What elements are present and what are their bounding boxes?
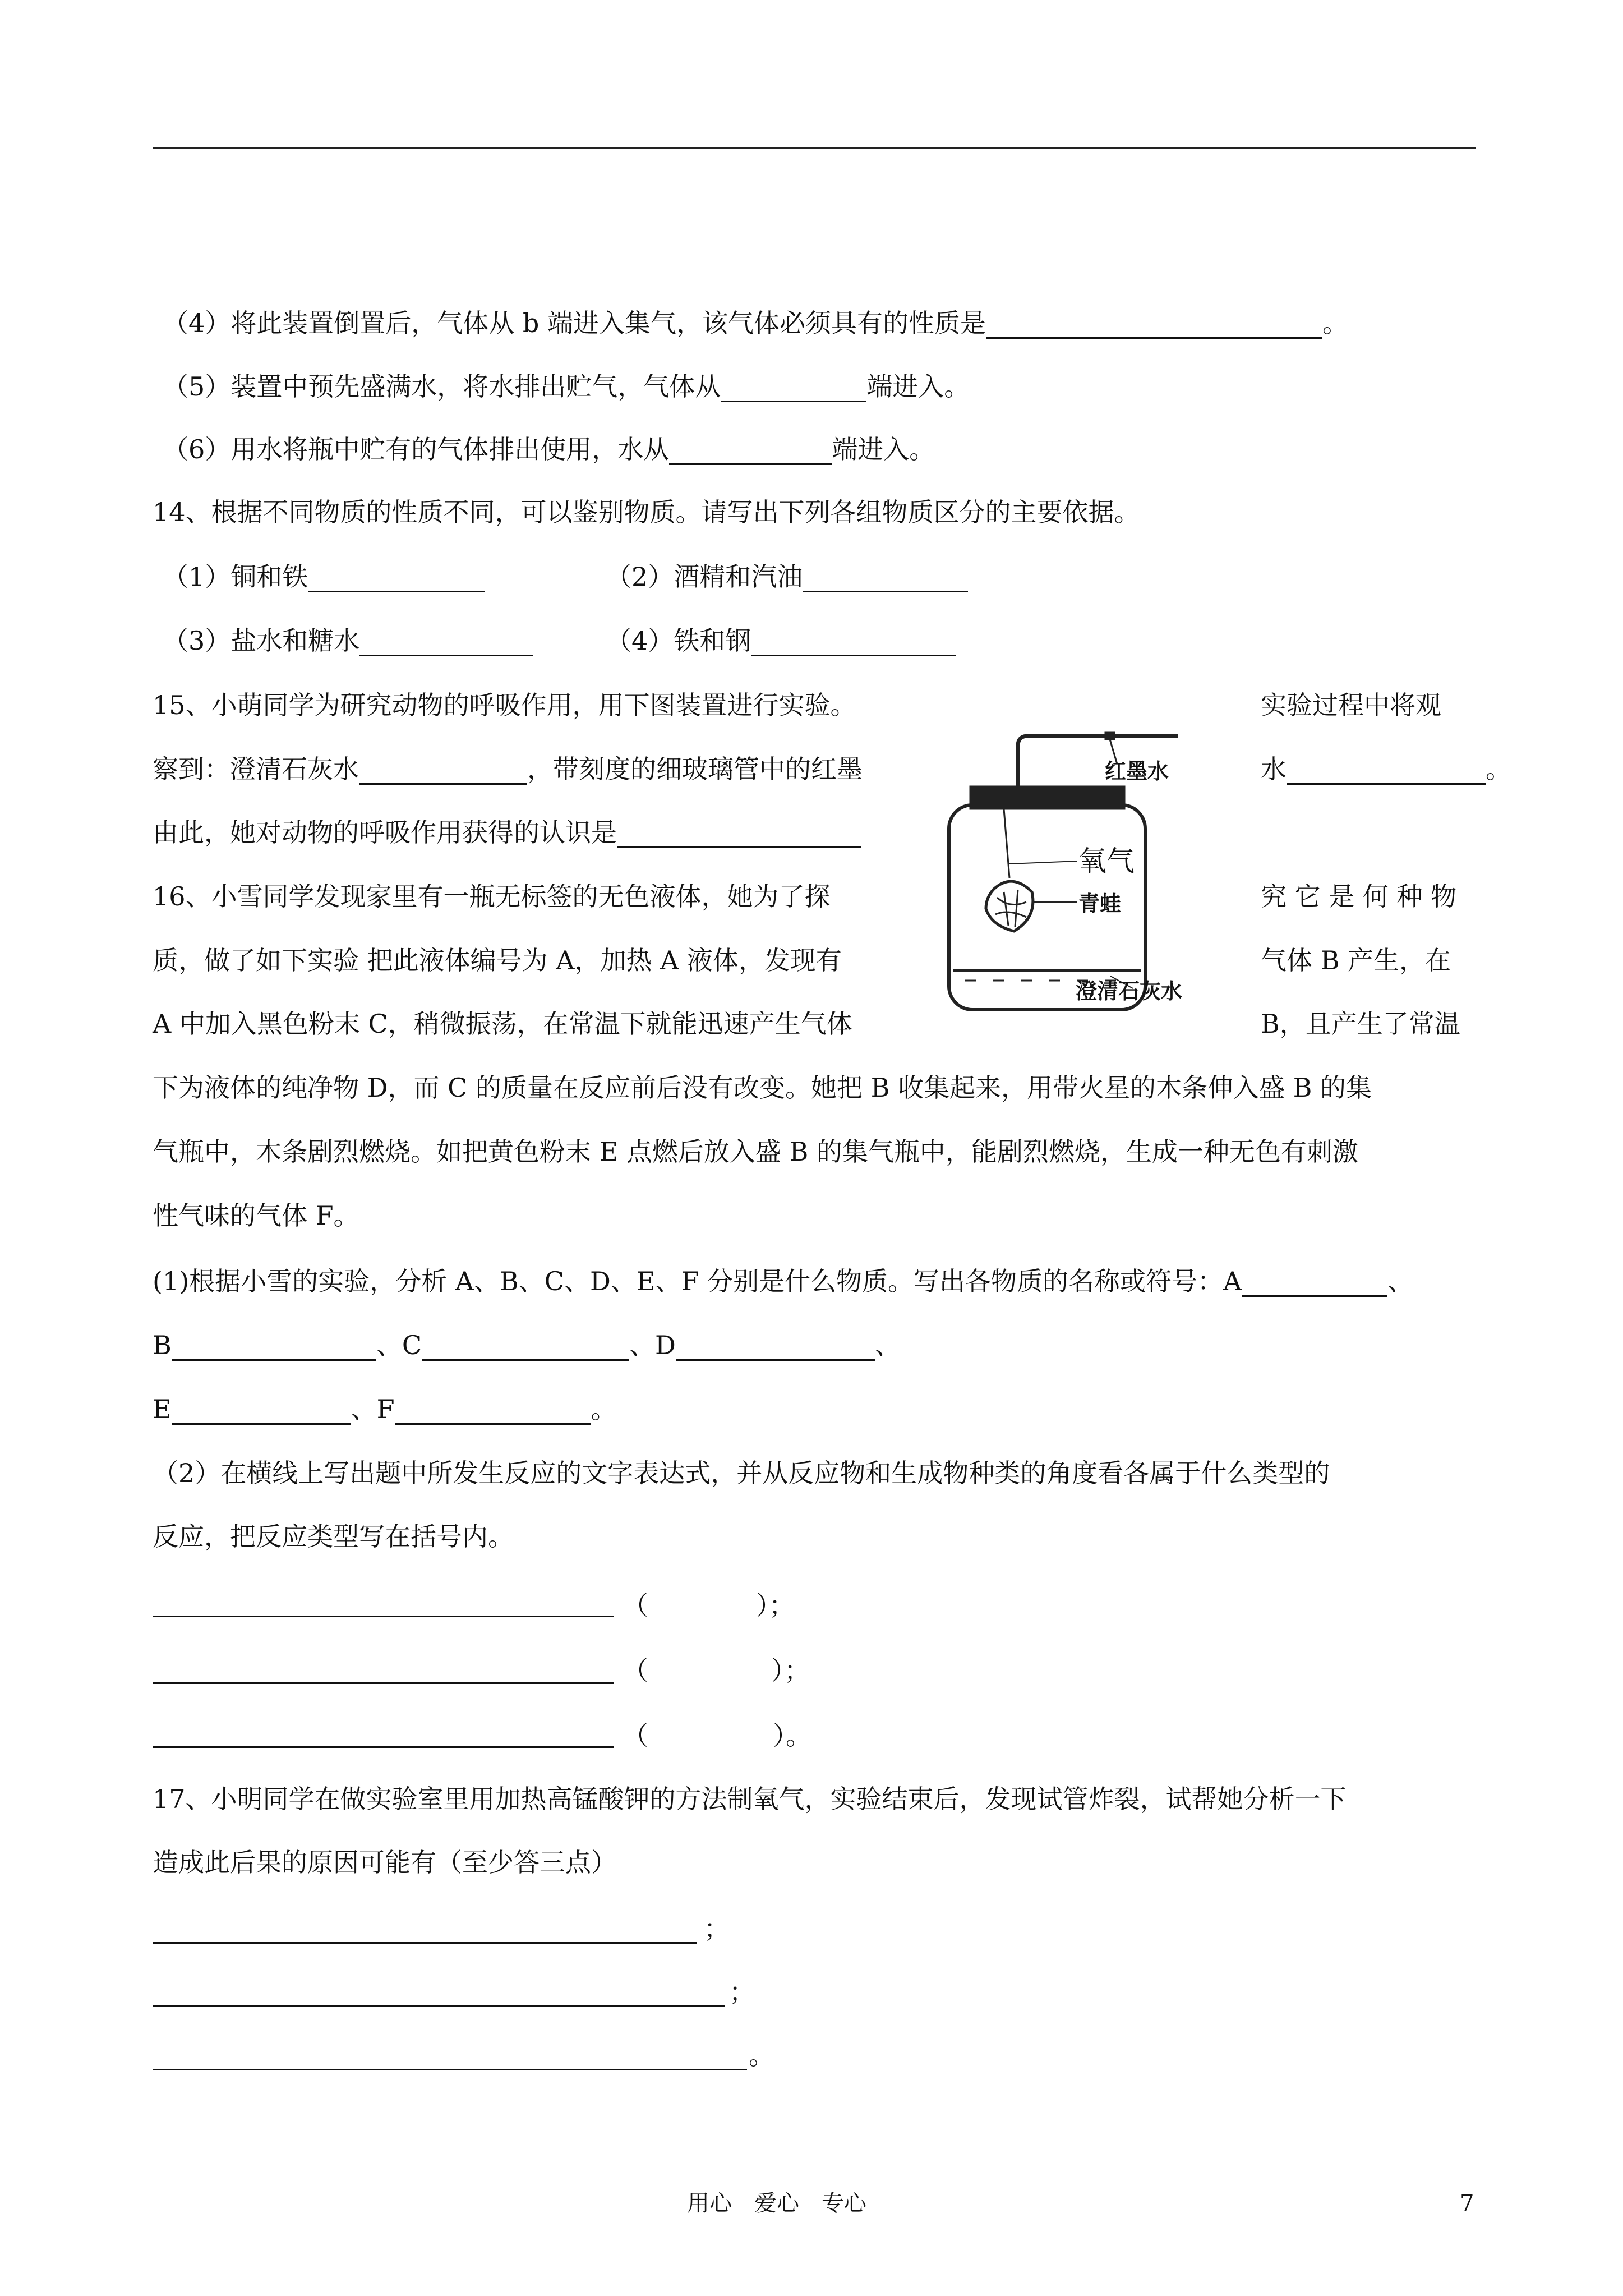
q16-line-2-left-text: 质，做了如下实验 把此液体编号为 A，加热 A 液体，发现有 bbox=[153, 945, 842, 976]
q16-part-1-end: 、 bbox=[1387, 1266, 1414, 1296]
q14-item-3-text: （3）盐水和糖水 bbox=[163, 625, 360, 656]
label-end: 。 bbox=[591, 1394, 617, 1424]
label-limewater: 澄清石灰水 bbox=[1076, 980, 1183, 1004]
q16-line-1-left-text: 16、小雪同学发现家里有一瓶无标签的无色液体，她为了探 bbox=[153, 881, 831, 912]
q13-line-5 bbox=[163, 371, 970, 402]
answer-line-3-end: 。 bbox=[749, 2040, 774, 2070]
answer-line-1-end: ； bbox=[704, 1913, 730, 1944]
q13-line-4-end: 。 bbox=[1322, 308, 1348, 338]
footer-motto: 用心 爱心 专心 bbox=[687, 2191, 866, 2216]
label-frog: 青蛙 bbox=[1078, 892, 1122, 916]
q16-line-4-text: 下为液体的纯净物 D，而 C 的质量在反应前后没有改变。她把 B 收集起来，用带火星的木条伸入盛 B 的集 bbox=[153, 1073, 1372, 1103]
label-b: B bbox=[153, 1330, 172, 1360]
q13-line-5-text: （5）装置中预先盛满水，将水排出贮气，气体从 bbox=[163, 371, 721, 402]
q16-line-5 bbox=[153, 1136, 1358, 1167]
answer-line-2[interactable] bbox=[153, 2005, 725, 2007]
q16-part-2-line-1 bbox=[153, 1457, 1330, 1489]
header-rule bbox=[153, 147, 1476, 149]
q16-line-3-right bbox=[1261, 1008, 1460, 1039]
oxygen-leader-line bbox=[1009, 861, 1077, 864]
q16-line-6 bbox=[153, 1200, 359, 1231]
reaction-blank-3[interactable] bbox=[153, 1746, 614, 1748]
answer-blank[interactable] bbox=[751, 627, 956, 656]
q16-part-1 bbox=[153, 1266, 1413, 1297]
frog-net bbox=[986, 881, 1033, 931]
paren-open-2: （ bbox=[623, 1655, 648, 1686]
q16-line-2-right bbox=[1261, 945, 1451, 976]
q16-part-1-ef bbox=[153, 1393, 617, 1425]
q14-item-3 bbox=[163, 625, 533, 656]
q13-line-5-end: 端进入。 bbox=[866, 371, 970, 402]
frog-string bbox=[1004, 809, 1009, 878]
answer-blank-f[interactable] bbox=[395, 1395, 591, 1425]
q13-line-6-text: （6）用水将瓶中贮有的气体排出使用，水从 bbox=[163, 434, 670, 464]
bottle-stopper bbox=[970, 786, 1124, 809]
paren-close-1: ）； bbox=[756, 1590, 795, 1621]
q15-line-2-c: 水 bbox=[1261, 754, 1287, 784]
answer-blank[interactable] bbox=[803, 563, 968, 592]
paren-close-2: ）； bbox=[771, 1655, 810, 1686]
q16-line-2-left bbox=[153, 945, 842, 976]
q15-line-1-right-text: 实验过程中将观 bbox=[1261, 690, 1441, 720]
q15-line-1-left-text: 15、小萌同学为研究动物的呼吸作用，用下图装置进行实验。 bbox=[153, 690, 856, 720]
q16-part-1-text: (1)根据小雪的实验，分析 A、B、C、D、E、F 分别是什么物质。写出各物质的名称或符号：A bbox=[153, 1266, 1242, 1296]
q16-line-6-text: 性气味的气体 F。 bbox=[153, 1200, 359, 1231]
q14-item-4-text: （4）铁和钢 bbox=[606, 625, 751, 656]
label-c: 、C bbox=[376, 1330, 422, 1360]
paren-open-3: （ bbox=[623, 1720, 648, 1751]
answer-blank[interactable] bbox=[1287, 755, 1486, 785]
q16-part-2-line-2-text: 反应，把反应类型写在括号内。 bbox=[153, 1521, 514, 1552]
q13-line-6 bbox=[163, 434, 935, 465]
q14-item-1-text: （1）铜和铁 bbox=[163, 562, 308, 592]
reaction-blank-2[interactable] bbox=[153, 1682, 614, 1684]
q14-item-2-text: （2）酒精和汽油 bbox=[606, 562, 803, 592]
q14-stem bbox=[153, 496, 1140, 528]
q16-part-2-line-2 bbox=[153, 1521, 514, 1552]
q13-line-6-end: 端进入。 bbox=[832, 434, 935, 464]
q16-line-3-left bbox=[153, 1008, 852, 1039]
q14-item-4 bbox=[606, 625, 956, 656]
answer-blank[interactable] bbox=[359, 627, 533, 656]
q16-part-1-bcd bbox=[153, 1329, 901, 1361]
q16-line-1-right bbox=[1261, 881, 1456, 912]
reaction-blank-1[interactable] bbox=[153, 1616, 614, 1617]
label-e: E bbox=[153, 1394, 172, 1424]
paren-close-3: ）。 bbox=[773, 1720, 811, 1751]
label-f: 、F bbox=[351, 1394, 395, 1424]
q15-line-2-right bbox=[1261, 753, 1511, 785]
q17-line-1 bbox=[153, 1783, 1347, 1815]
q16-line-5-text: 气瓶中，木条剧烈燃烧。如把黄色粉末 E 点燃后放入盛 B 的集气瓶中，能剧烈燃烧，生成一种无色有刺激 bbox=[153, 1137, 1358, 1167]
answer-blank[interactable] bbox=[986, 309, 1322, 339]
answer-blank-b[interactable] bbox=[172, 1331, 376, 1361]
answer-line-1[interactable] bbox=[153, 1942, 697, 1944]
q17-line-1-text: 17、小明同学在做实验室里用加热高锰酸钾的方法制氧气，实验结束后，发现试管炸裂，试帮她分析一下 bbox=[153, 1784, 1347, 1814]
q15-line-2-a: 察到：澄清石灰水 bbox=[153, 754, 359, 784]
answer-blank-c[interactable] bbox=[422, 1331, 629, 1361]
q17-line-2 bbox=[153, 1847, 617, 1878]
paren-open-1: （ bbox=[623, 1590, 648, 1621]
page-number: 7 bbox=[1460, 2191, 1474, 2216]
q14-item-1 bbox=[163, 561, 485, 592]
q16-line-1-left bbox=[153, 881, 831, 912]
answer-blank-a[interactable] bbox=[1242, 1267, 1387, 1297]
label-oxygen: 氧气 bbox=[1078, 845, 1135, 877]
q15-line-1-left bbox=[153, 689, 856, 721]
q16-line-4 bbox=[153, 1072, 1372, 1103]
label-red-ink: 红墨水 bbox=[1105, 760, 1169, 784]
q14-item-2 bbox=[606, 561, 968, 592]
q16-line-2-right-text: 气体 B 产生，在 bbox=[1261, 945, 1451, 976]
ink-drop bbox=[1105, 732, 1115, 740]
q16-line-1-right-text: 究 它 是 何 种 物 bbox=[1261, 881, 1457, 912]
q13-line-4 bbox=[163, 307, 1348, 339]
answer-blank-e[interactable] bbox=[172, 1395, 351, 1425]
q15-line-2-end: 。 bbox=[1486, 754, 1511, 784]
apparatus-figure bbox=[942, 724, 1245, 1015]
q14-stem-text: 14、根据不同物质的性质不同，可以鉴别物质。请写出下列各组物质区分的主要依据。 bbox=[153, 497, 1140, 527]
answer-blank[interactable] bbox=[669, 435, 832, 465]
q15-line-3 bbox=[153, 817, 861, 848]
q15-line-2-left bbox=[153, 753, 863, 785]
q17-line-2-text: 造成此后果的原因可能有（至少答三点） bbox=[153, 1847, 617, 1878]
q16-line-3-right-text: B，且产生了常温 bbox=[1261, 1009, 1460, 1039]
answer-line-3[interactable] bbox=[153, 2069, 747, 2070]
answer-blank[interactable] bbox=[359, 755, 527, 785]
answer-blank[interactable] bbox=[308, 563, 485, 592]
answer-blank[interactable] bbox=[617, 818, 861, 848]
answer-blank-d[interactable] bbox=[676, 1331, 875, 1361]
q15-line-3-text: 由此，她对动物的呼吸作用获得的认识是 bbox=[153, 817, 617, 848]
q16-part-2-line-1-text: （2）在横线上写出题中所发生反应的文字表达式，并从反应物和生成物种类的角度看各属于什么类型的 bbox=[153, 1458, 1330, 1488]
q15-line-2-b: ，带刻度的细玻璃管中的红墨 bbox=[527, 754, 863, 784]
label-d: 、D bbox=[629, 1330, 676, 1360]
q16-line-3-left-text: A 中加入黑色粉末 C，稍微振荡，在常温下就能迅速产生气体 bbox=[153, 1009, 852, 1039]
q13-line-4-text: （4）将此装置倒置后，气体从 b 端进入集气，该气体必须具有的性质是 bbox=[163, 308, 986, 338]
q15-line-1-right bbox=[1261, 689, 1441, 721]
label-sep: 、 bbox=[874, 1330, 901, 1360]
answer-line-2-end: ； bbox=[729, 1977, 755, 2007]
answer-blank[interactable] bbox=[721, 372, 866, 402]
